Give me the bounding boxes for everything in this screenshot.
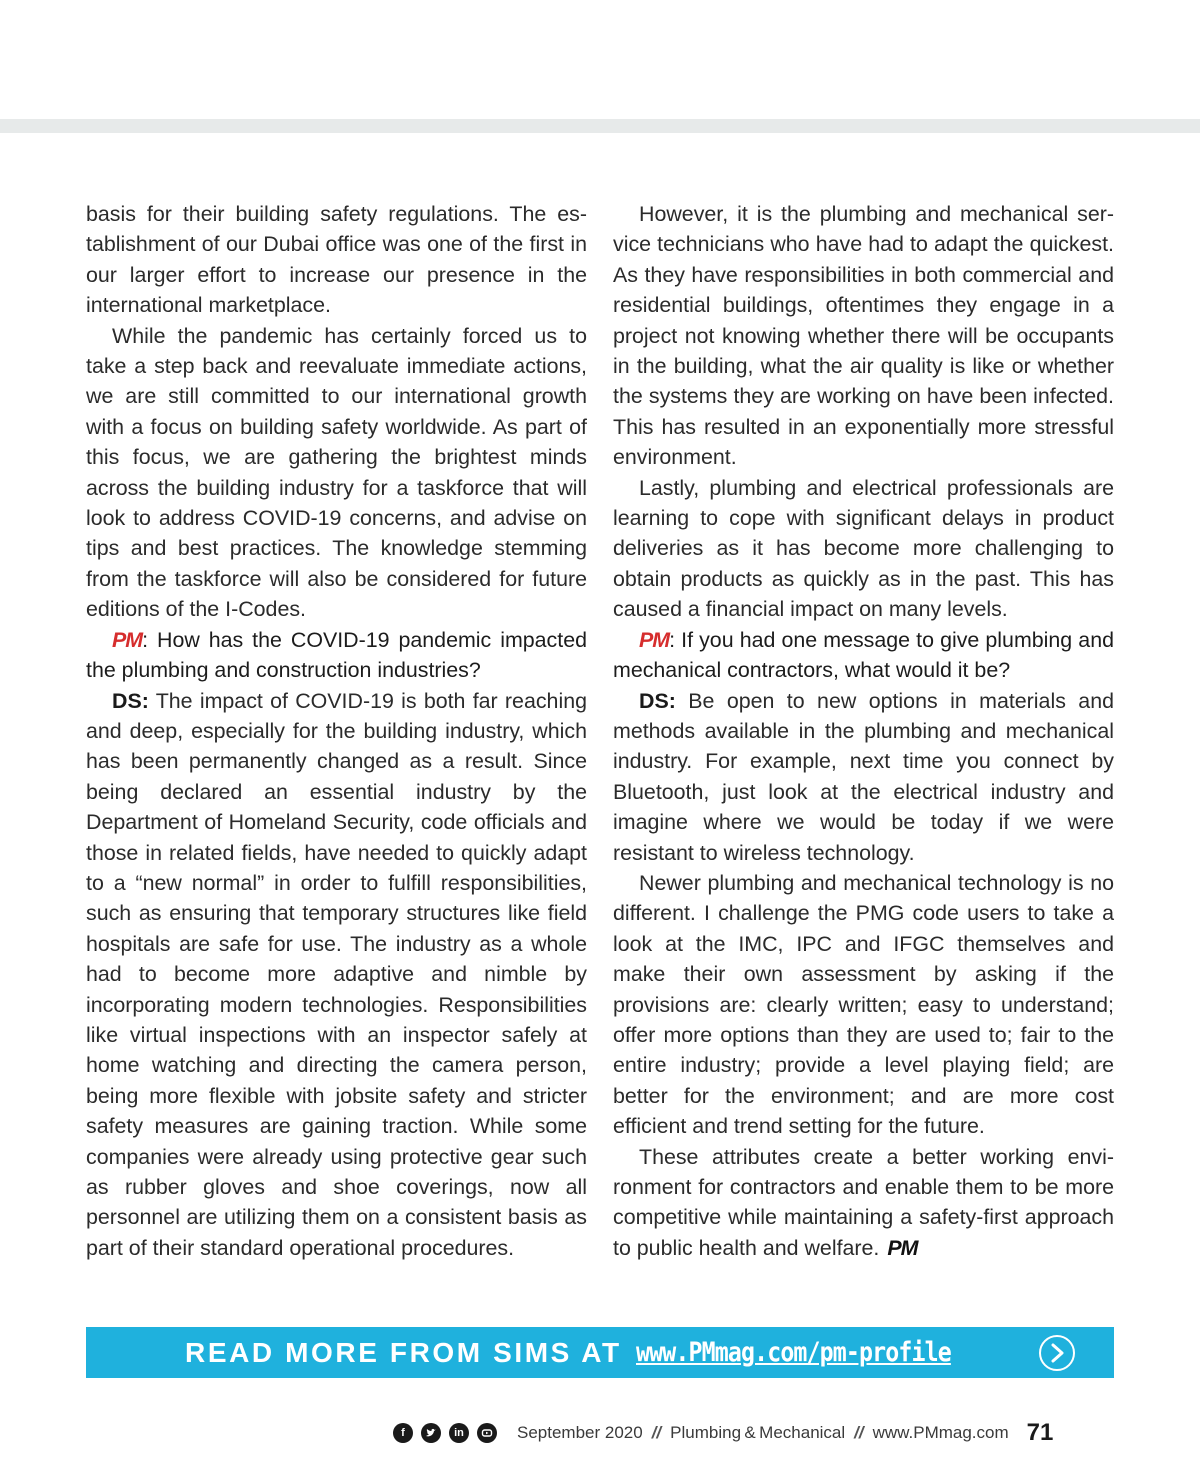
article-column-right <box>613 199 1114 1263</box>
separator: // <box>854 1423 864 1442</box>
read-more-banner[interactable] <box>86 1327 1114 1378</box>
paragraph: Newer plumbing and mechanical technology is no different. I challenge the PMG code users to take a look at the IMC, IPC and IFGC themselves and make their own assessment by asking if the provisions are: clearly written; easy to understand; offer more options than they are used to; fair to the entire industry; provide a level playing field; are better for the environment; and are more cost efficient and trend setting for the future. <box>613 870 1114 1139</box>
answer-text: Be open to new options in materials and methods available in the plumbing and mechanical industry. For example, next time you connect by Bluetooth, just look at the electrical industry and imagine where we would be today if we were resistant to wireless technology. <box>613 688 1114 865</box>
page-number: 71 <box>1026 1419 1054 1446</box>
interview-question <box>613 625 1114 686</box>
paragraph: Lastly, plumbing and electrical professionals are learning to cope with significant delays in product deliveries as it has become more challenging to obtain products as quickly as in the past. This has caused a financial impact on many levels. <box>613 475 1114 622</box>
banner-link[interactable]: www.PMmag.com/pm-profile <box>635 1337 951 1368</box>
banner-text: READ MORE FROM SIMS AT <box>185 1336 622 1368</box>
answer-label: DS: <box>112 688 149 713</box>
question-text: : How has the COVID-19 pandemic impacted the plumbing and construction industries? <box>86 627 587 683</box>
pm-logo: PM <box>112 627 143 652</box>
answer-text: The impact of COVID-19 is both far reaching and deep, especially for the building industry, which has been permanently changed as a result. Since being declared an essential industry by the Department of Homeland Security, code officials and those in related fields, have needed to quickly adapt to a “new normal” in order to fulfill responsibilities, such as ensuring that temporary structures like field hospitals are safe for use. The industry as a whole had to become more adaptive and nimble by incorporating modern technologies. Responsibilities like virtual inspections with an inspector safely at home watching and directing the camera person, being more flexible with jobsite safety and stricter safety measures are gaining traction. While some companies were already using protective gear such as rubber gloves and shoe coverings, now all personnel are utilizing them on a consistent basis as part of their standard operational procedures. <box>86 688 587 1260</box>
interview-question <box>86 625 587 686</box>
paragraph-final <box>613 1142 1114 1264</box>
issue-date: September 2020 <box>517 1423 643 1442</box>
youtube-icon[interactable] <box>477 1423 497 1443</box>
paragraph: However, it is the plumbing and mechanical service technicians who have had to adapt the quickest. As they have responsibilities in both commercial and residential buildings, oftentimes they engage in a project not knowing whether there will be occupants in the building, what the air quality is like or whether the systems they are working on have been infected. This has resulted in an exponentially more stressful environment. <box>613 202 1114 470</box>
paragraph: basis for their building safety regulations. The establishment of our Dubai office was one of the first in our larger effort to increase our presence in the international marketplace. <box>86 202 587 318</box>
chevron-right-icon <box>1041 1337 1073 1369</box>
paragraph-text: These attributes create a better working environment for contractors and enable them to be more competitive while maintaining a safety-first approach to public health and welfare. <box>613 1144 1114 1260</box>
twitter-icon[interactable] <box>421 1423 441 1443</box>
article-column-left <box>86 199 587 1263</box>
header-band <box>0 119 1200 133</box>
social-links <box>393 1423 497 1443</box>
answer-label: DS: <box>639 688 676 713</box>
website-link[interactable]: www.PMmag.com <box>872 1423 1009 1442</box>
interview-answer <box>613 686 1114 868</box>
page-footer <box>393 1418 1123 1448</box>
pm-logo: PM <box>639 627 670 652</box>
question-text: : If you had one message to give plumbing and mechanical contractors, what would it be? <box>613 627 1114 683</box>
magazine-name: Plumbing & Mechanical <box>670 1423 846 1442</box>
arrow-right-circle-icon[interactable] <box>1039 1335 1075 1371</box>
linkedin-icon[interactable]: in <box>449 1423 469 1443</box>
separator: // <box>651 1423 662 1442</box>
facebook-icon[interactable]: f <box>393 1423 413 1443</box>
interview-answer <box>86 686 587 1264</box>
paragraph: While the pandemic has certainly forced us to take a step back and reevaluate immediate actions, we are still committed to our international growth with a focus on building safety worldwide. As part of this focus, we are gathering the brightest minds across the building industry for a taskforce that will look to address COVID-19 concerns, and advise on tips and best practices. The knowledge stemming from the taskforce will also be considered for future editions of the I-Codes. <box>86 323 587 622</box>
end-mark-logo: PM <box>887 1235 918 1260</box>
